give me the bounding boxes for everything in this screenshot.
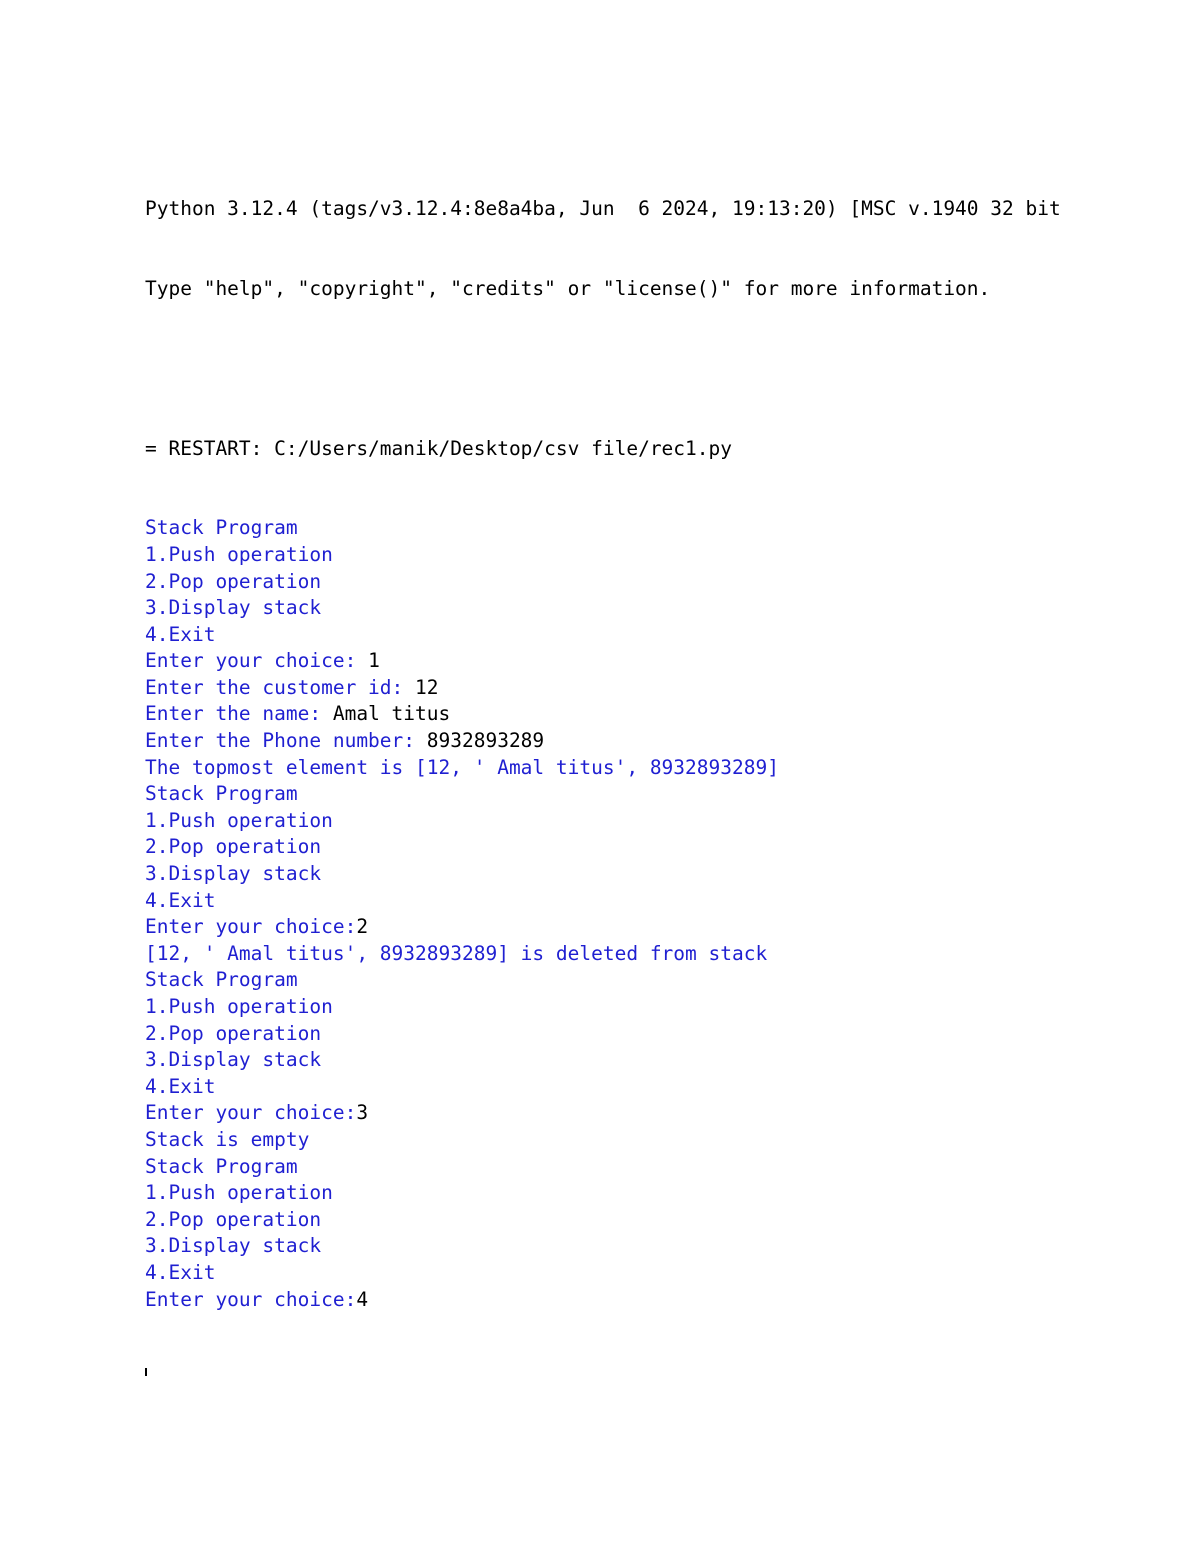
prompt-text: Enter the Phone number: xyxy=(145,729,427,753)
prompt-text: Enter your choice: xyxy=(145,1101,357,1125)
output-line: 2.Pop operation xyxy=(145,1021,322,1045)
output-line: Stack is empty xyxy=(145,1127,310,1151)
output-line: Stack Program xyxy=(145,516,298,540)
output-line: 3.Display stack xyxy=(145,596,322,620)
output-line: 1.Push operation xyxy=(145,808,333,832)
output-line: 3.Display stack xyxy=(145,862,322,886)
prompt-text: Enter your choice: xyxy=(145,1287,357,1311)
prompt-line xyxy=(145,1287,1185,1314)
output-line: 2.Pop operation xyxy=(145,569,322,593)
prompt-line xyxy=(145,1100,1185,1127)
shell-output[interactable] xyxy=(145,143,1185,1420)
user-input-value: 4 xyxy=(356,1287,369,1311)
prompt-line xyxy=(145,701,1185,728)
output-line: 2.Pop operation xyxy=(145,1207,322,1231)
user-input-value: 3 xyxy=(356,1101,369,1125)
output-line: 4.Exit xyxy=(145,622,216,646)
session-transcript xyxy=(145,515,1185,1313)
prompt-line xyxy=(145,675,1185,702)
user-input-value: 8932893289 xyxy=(426,729,545,753)
text-cursor xyxy=(145,1368,147,1376)
output-line: 4.Exit xyxy=(145,1260,216,1284)
output-line: 4.Exit xyxy=(145,1074,216,1098)
prompt-line xyxy=(145,914,1185,941)
prompt-text: Enter your choice: xyxy=(145,649,369,673)
output-line: Stack Program xyxy=(145,782,298,806)
user-input-value: 12 xyxy=(415,675,439,699)
user-input-value: 1 xyxy=(368,649,380,673)
user-input-value: Amal titus xyxy=(332,702,451,726)
blank-line xyxy=(145,356,1185,383)
prompt-line xyxy=(145,648,1185,675)
output-line: Stack Program xyxy=(145,1154,298,1178)
output-line: 3.Display stack xyxy=(145,1234,322,1258)
output-line: [12, ' Amal titus', 8932893289] is deleted from stack xyxy=(145,941,768,965)
output-line: 2.Pop operation xyxy=(145,835,322,859)
output-line: 1.Push operation xyxy=(145,542,333,566)
restart-line: = RESTART: C:/Users/manik/Desktop/csv file/rec1.py xyxy=(145,436,732,460)
python-version-line: Python 3.12.4 (tags/v3.12.4:8e8a4ba, Jun 6 2024, 19:13:20) [MSC v.1940 32 bit xyxy=(145,197,1061,221)
input-cursor-line[interactable] xyxy=(145,1366,1185,1393)
prompt-text: Enter the customer id: xyxy=(145,675,416,699)
output-line: 3.Display stack xyxy=(145,1048,322,1072)
prompt-text: Enter your choice: xyxy=(145,915,357,939)
output-line: Stack Program xyxy=(145,968,298,992)
prompt-line xyxy=(145,728,1185,755)
output-line: 4.Exit xyxy=(145,888,216,912)
output-line: The topmost element is [12, ' Amal titus', 8932893289] xyxy=(145,755,779,779)
user-input-value: 2 xyxy=(356,915,369,939)
output-line: 1.Push operation xyxy=(145,995,333,1018)
python-info-line: Type "help", "copyright", "credits" or "license()" for more information. xyxy=(145,276,991,300)
output-line: 1.Push operation xyxy=(145,1181,333,1205)
prompt-text: Enter the name: xyxy=(145,702,333,726)
